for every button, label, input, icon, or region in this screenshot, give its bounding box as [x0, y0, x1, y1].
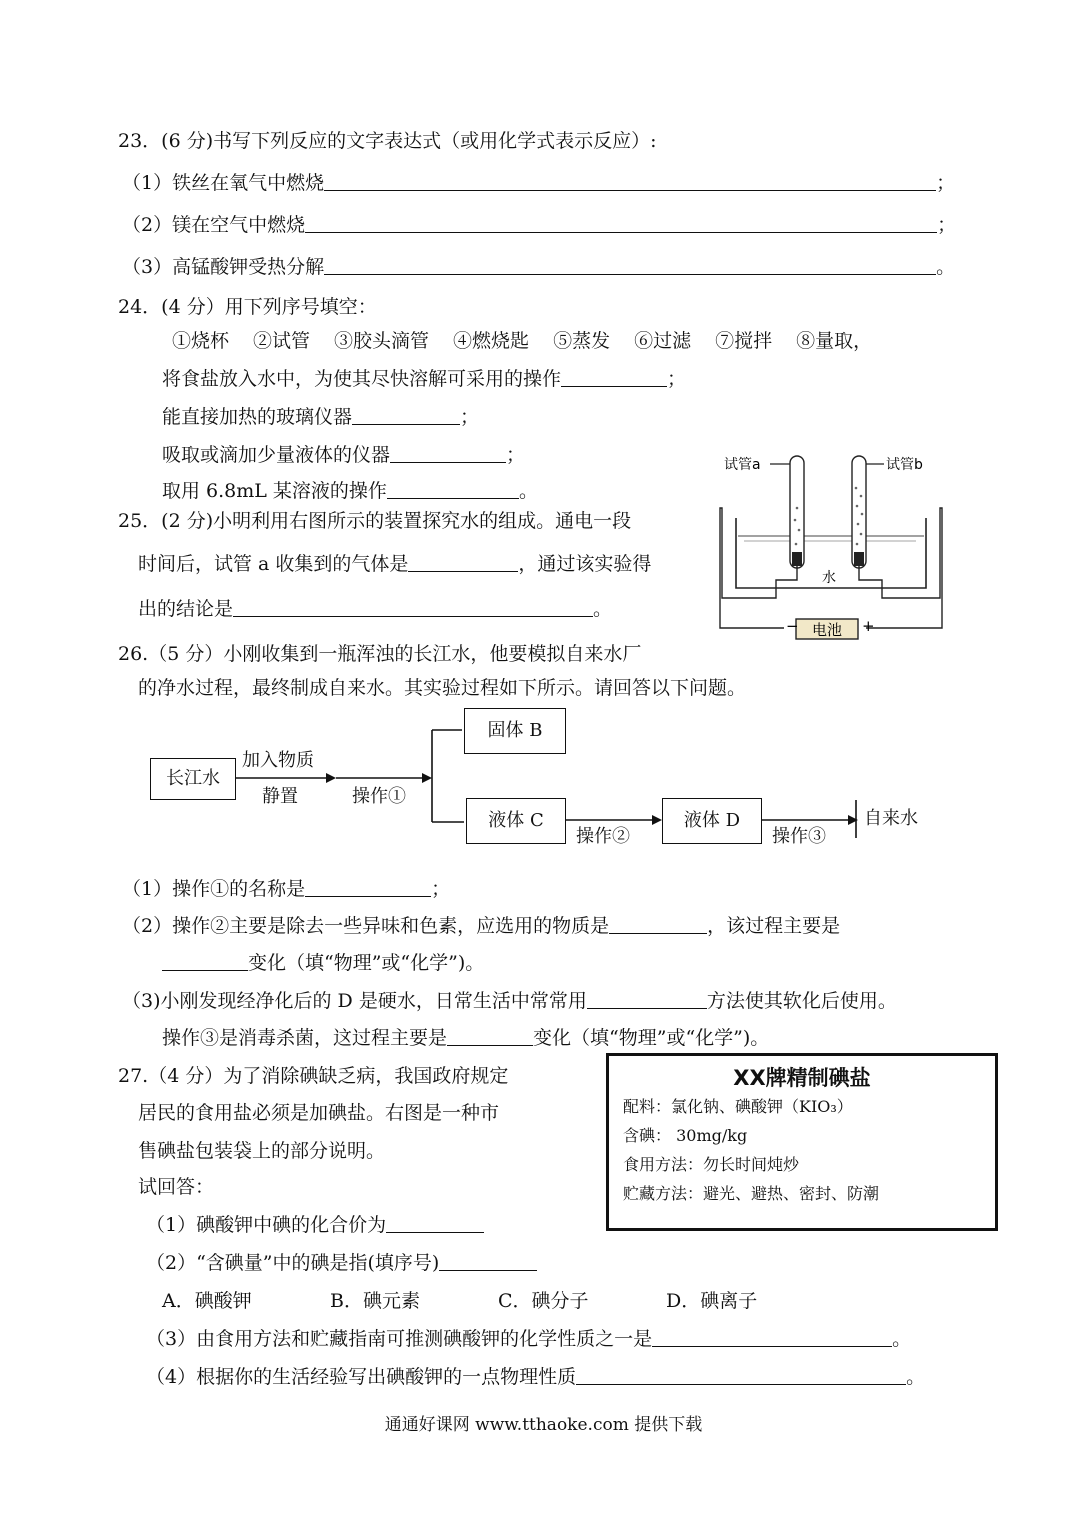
q24-line-3: [162, 442, 525, 468]
arrowhead: [422, 773, 432, 783]
q24-line-4: [162, 478, 538, 504]
q24-line-3-end: ；: [506, 444, 526, 466]
battery-plus: +: [862, 617, 875, 635]
q26-part-3: [122, 988, 897, 1014]
q27-part-4a: （4）根据你的生活经验写出碘酸钾的一点物理性质: [146, 1366, 577, 1388]
q25-line-3b: 。: [593, 598, 613, 620]
q25-line-2a: 时间后，试管 a 收集到的气体是: [138, 553, 409, 575]
salt-label-usage: 食用方法：勿长时间炖炒: [623, 1155, 800, 1174]
flow-add-label: 加入物质: [242, 750, 314, 771]
q26-part-3b: 方法使其软化后使用。: [706, 990, 897, 1012]
q26-answer-change-1[interactable]: [162, 952, 248, 971]
q24-line-2-text: 能直接加热的玻璃仪器: [162, 406, 353, 428]
q27-part-3: [146, 1326, 911, 1352]
salt-label-ingredients: 配料：氯化钠、碘酸钾（KIO₃）: [623, 1097, 853, 1116]
q24-option: ③胶头滴管: [334, 330, 430, 352]
q26-answer-change-2[interactable]: [447, 1027, 533, 1046]
q27-answer-physical[interactable]: [576, 1366, 906, 1385]
q26-part-2: [122, 913, 840, 939]
q24-option: ⑦搅拌: [715, 330, 773, 352]
q23-item-1-end: ；: [936, 172, 956, 194]
q24-answer-2[interactable]: [352, 406, 460, 425]
q27-part-2-text: （2）“含碘量”中的碘是指(填序号): [146, 1252, 440, 1274]
flow-liquid-d-label: 液体 D: [683, 810, 741, 831]
q24-option: ⑤蒸发: [553, 330, 611, 352]
flow-liquid-c-label: 液体 C: [488, 810, 544, 831]
q27-part-1-text: （1）碘酸钾中碘的化合价为: [146, 1214, 387, 1236]
flow-arrows: [0, 700, 1087, 860]
q26-line-2: 的净水过程，最终制成自来水。其实验过程如下所示。请回答以下问题。: [138, 677, 747, 699]
q23-item-1: [122, 170, 955, 196]
q23-item-2-label: （2）镁在空气中燃烧: [122, 214, 306, 236]
q24-options: [172, 328, 896, 354]
q24-option: ⑧量取，: [796, 330, 873, 352]
q24-answer-4[interactable]: [387, 480, 519, 499]
q24-title: 24．(4 分）用下列序号填空：: [118, 296, 377, 318]
tube-b-label: 试管b: [886, 457, 923, 473]
q25-answer-gas[interactable]: [408, 553, 518, 572]
q26-part-2a: （2）操作②主要是除去一些异味和色素，应选用的物质是: [122, 915, 610, 937]
salt-label-iodine: 含碘： 30mg/kg: [623, 1126, 748, 1145]
electrode-a: [792, 552, 802, 566]
q26-part-3c: 操作③是消毒杀菌，这过程主要是: [162, 1027, 448, 1049]
battery-label: 电池: [811, 621, 843, 639]
q24-line-1-text: 将食盐放入水中，为使其尽快溶解可采用的操作: [162, 368, 562, 390]
q27-choice-b: B．碘元素: [330, 1290, 420, 1312]
q23-title: 23．(6 分)书写下列反应的文字表达式（或用化学式表示反应）:: [118, 130, 657, 152]
q23-item-2-end: ；: [937, 214, 957, 236]
q23-answer-3[interactable]: [324, 256, 936, 275]
q26-part-1b: ；: [431, 878, 451, 900]
q25-answer-conclusion[interactable]: [233, 598, 593, 617]
flow-start-label: 长江水: [166, 768, 220, 789]
q27-answer-chemical[interactable]: [652, 1328, 892, 1347]
flow-op2-label: 操作②: [576, 826, 630, 847]
q27-line-3: 售碘盐包装袋上的部分说明。: [138, 1140, 386, 1162]
tube-a: [790, 456, 804, 568]
q24-line-2-end: ；: [460, 406, 480, 428]
q27-choice-a: A．碘酸钾: [162, 1290, 252, 1312]
q24-answer-1[interactable]: [561, 368, 667, 387]
q26-answer-soften[interactable]: [587, 990, 707, 1009]
arrowhead: [652, 815, 662, 825]
q26-part-3a: （3)小刚发现经净化后的 D 是硬水，日常生活中常常用: [122, 990, 587, 1012]
q24-option: ④燃烧匙: [453, 330, 530, 352]
flow-end-label: 自来水: [864, 808, 918, 829]
water-label: 水: [822, 570, 836, 586]
q27-part-2: [146, 1250, 537, 1276]
salt-label-box: [606, 1053, 998, 1231]
tube-a-label: 试管a: [724, 457, 761, 473]
q26-part-2c: 变化（填“物理”或“化学”)。: [248, 952, 485, 974]
battery-minus: −: [786, 617, 799, 635]
q27-line-4: 试回答：: [138, 1176, 215, 1198]
q26-part-1: [122, 876, 450, 902]
q23-item-1-label: （1）铁丝在氧气中燃烧: [122, 172, 325, 194]
q26-part-3-cont: [162, 1025, 769, 1051]
page-footer: 通通好课网 www.tthaoke.com 提供下载: [384, 1415, 703, 1435]
q26-answer-op1[interactable]: [305, 878, 431, 897]
flow-solid-b-label: 固体 B: [487, 720, 543, 741]
arrowhead: [326, 773, 336, 783]
q23-item-3: [122, 254, 955, 280]
salt-label-storage: 贮藏方法：避光、避热、密封、防潮: [623, 1184, 880, 1203]
q25-line-2: [138, 551, 651, 577]
wire-positive: [859, 508, 942, 628]
q27-choice-c: C．碘分子: [498, 1290, 589, 1312]
q26-line-1: 26.（5 分）小刚收集到一瓶浑浊的长江水，他要模拟自来水厂: [118, 643, 642, 665]
q27-choices: [162, 1288, 757, 1314]
q26-part-2-cont: [162, 950, 484, 976]
q24-line-1-end: ；: [667, 368, 687, 390]
q25-line-2b: ，通过该实验得: [518, 553, 652, 575]
electrolysis-diagram: [716, 448, 946, 648]
q23-item-3-end: 。: [936, 256, 956, 278]
q27-part-1: [146, 1212, 484, 1238]
q27-answer-choice[interactable]: [439, 1252, 537, 1271]
q24-line-4-text: 取用 6.8mL 某溶液的操作: [162, 480, 387, 502]
q27-answer-valence[interactable]: [386, 1214, 484, 1233]
q25-line-1: 25．(2 分)小明利用右图所示的装置探究水的组成。通电一段: [118, 510, 632, 532]
tube-b: [852, 456, 866, 568]
flow-op1-label: 操作①: [352, 786, 406, 807]
q27-line-1: 27.（4 分）为了消除碘缺乏病，我国政府规定: [118, 1065, 509, 1087]
flow-op3-label: 操作③: [772, 826, 826, 847]
q24-line-1: [162, 366, 686, 392]
q26-part-1a: （1）操作①的名称是: [122, 878, 306, 900]
wire-negative: [720, 508, 797, 628]
q27-part-3a: （3）由食用方法和贮藏指南可推测碘酸钾的化学性质之一是: [146, 1328, 653, 1350]
q24-line-2: [162, 404, 479, 430]
q26-answer-substance[interactable]: [609, 915, 707, 934]
q27-part-3b: 。: [892, 1328, 912, 1350]
q27-part-4: [146, 1364, 925, 1390]
q24-option: ②试管: [253, 330, 311, 352]
q23-item-2: [122, 212, 956, 238]
q25-line-3: [138, 596, 612, 622]
q24-line-4-end: 。: [518, 480, 538, 502]
q27-line-2: 居民的食用盐必须是加碘盐。右图是一种市: [138, 1102, 500, 1124]
q24-option: ①烧杯: [172, 330, 230, 352]
q25-line-3a: 出的结论是: [138, 598, 234, 620]
q23-item-3-label: （3）高锰酸钾受热分解: [122, 256, 325, 278]
q23-answer-1[interactable]: [324, 172, 936, 191]
q26-part-3d: 变化（填“物理”或“化学”)。: [533, 1027, 770, 1049]
q24-line-3-text: 吸取或滴加少量液体的仪器: [162, 444, 391, 466]
flow-settle-label: 静置: [262, 786, 298, 807]
salt-label-title: XX牌精制碘盐: [733, 1066, 871, 1090]
q27-part-4b: 。: [906, 1366, 926, 1388]
q24-option: ⑥过滤: [634, 330, 692, 352]
q27-choice-d: D．碘离子: [666, 1290, 758, 1312]
q24-answer-3[interactable]: [390, 444, 506, 463]
electrode-b: [854, 552, 864, 566]
q23-answer-2[interactable]: [305, 214, 937, 233]
q26-part-2b: ，该过程主要是: [707, 915, 841, 937]
